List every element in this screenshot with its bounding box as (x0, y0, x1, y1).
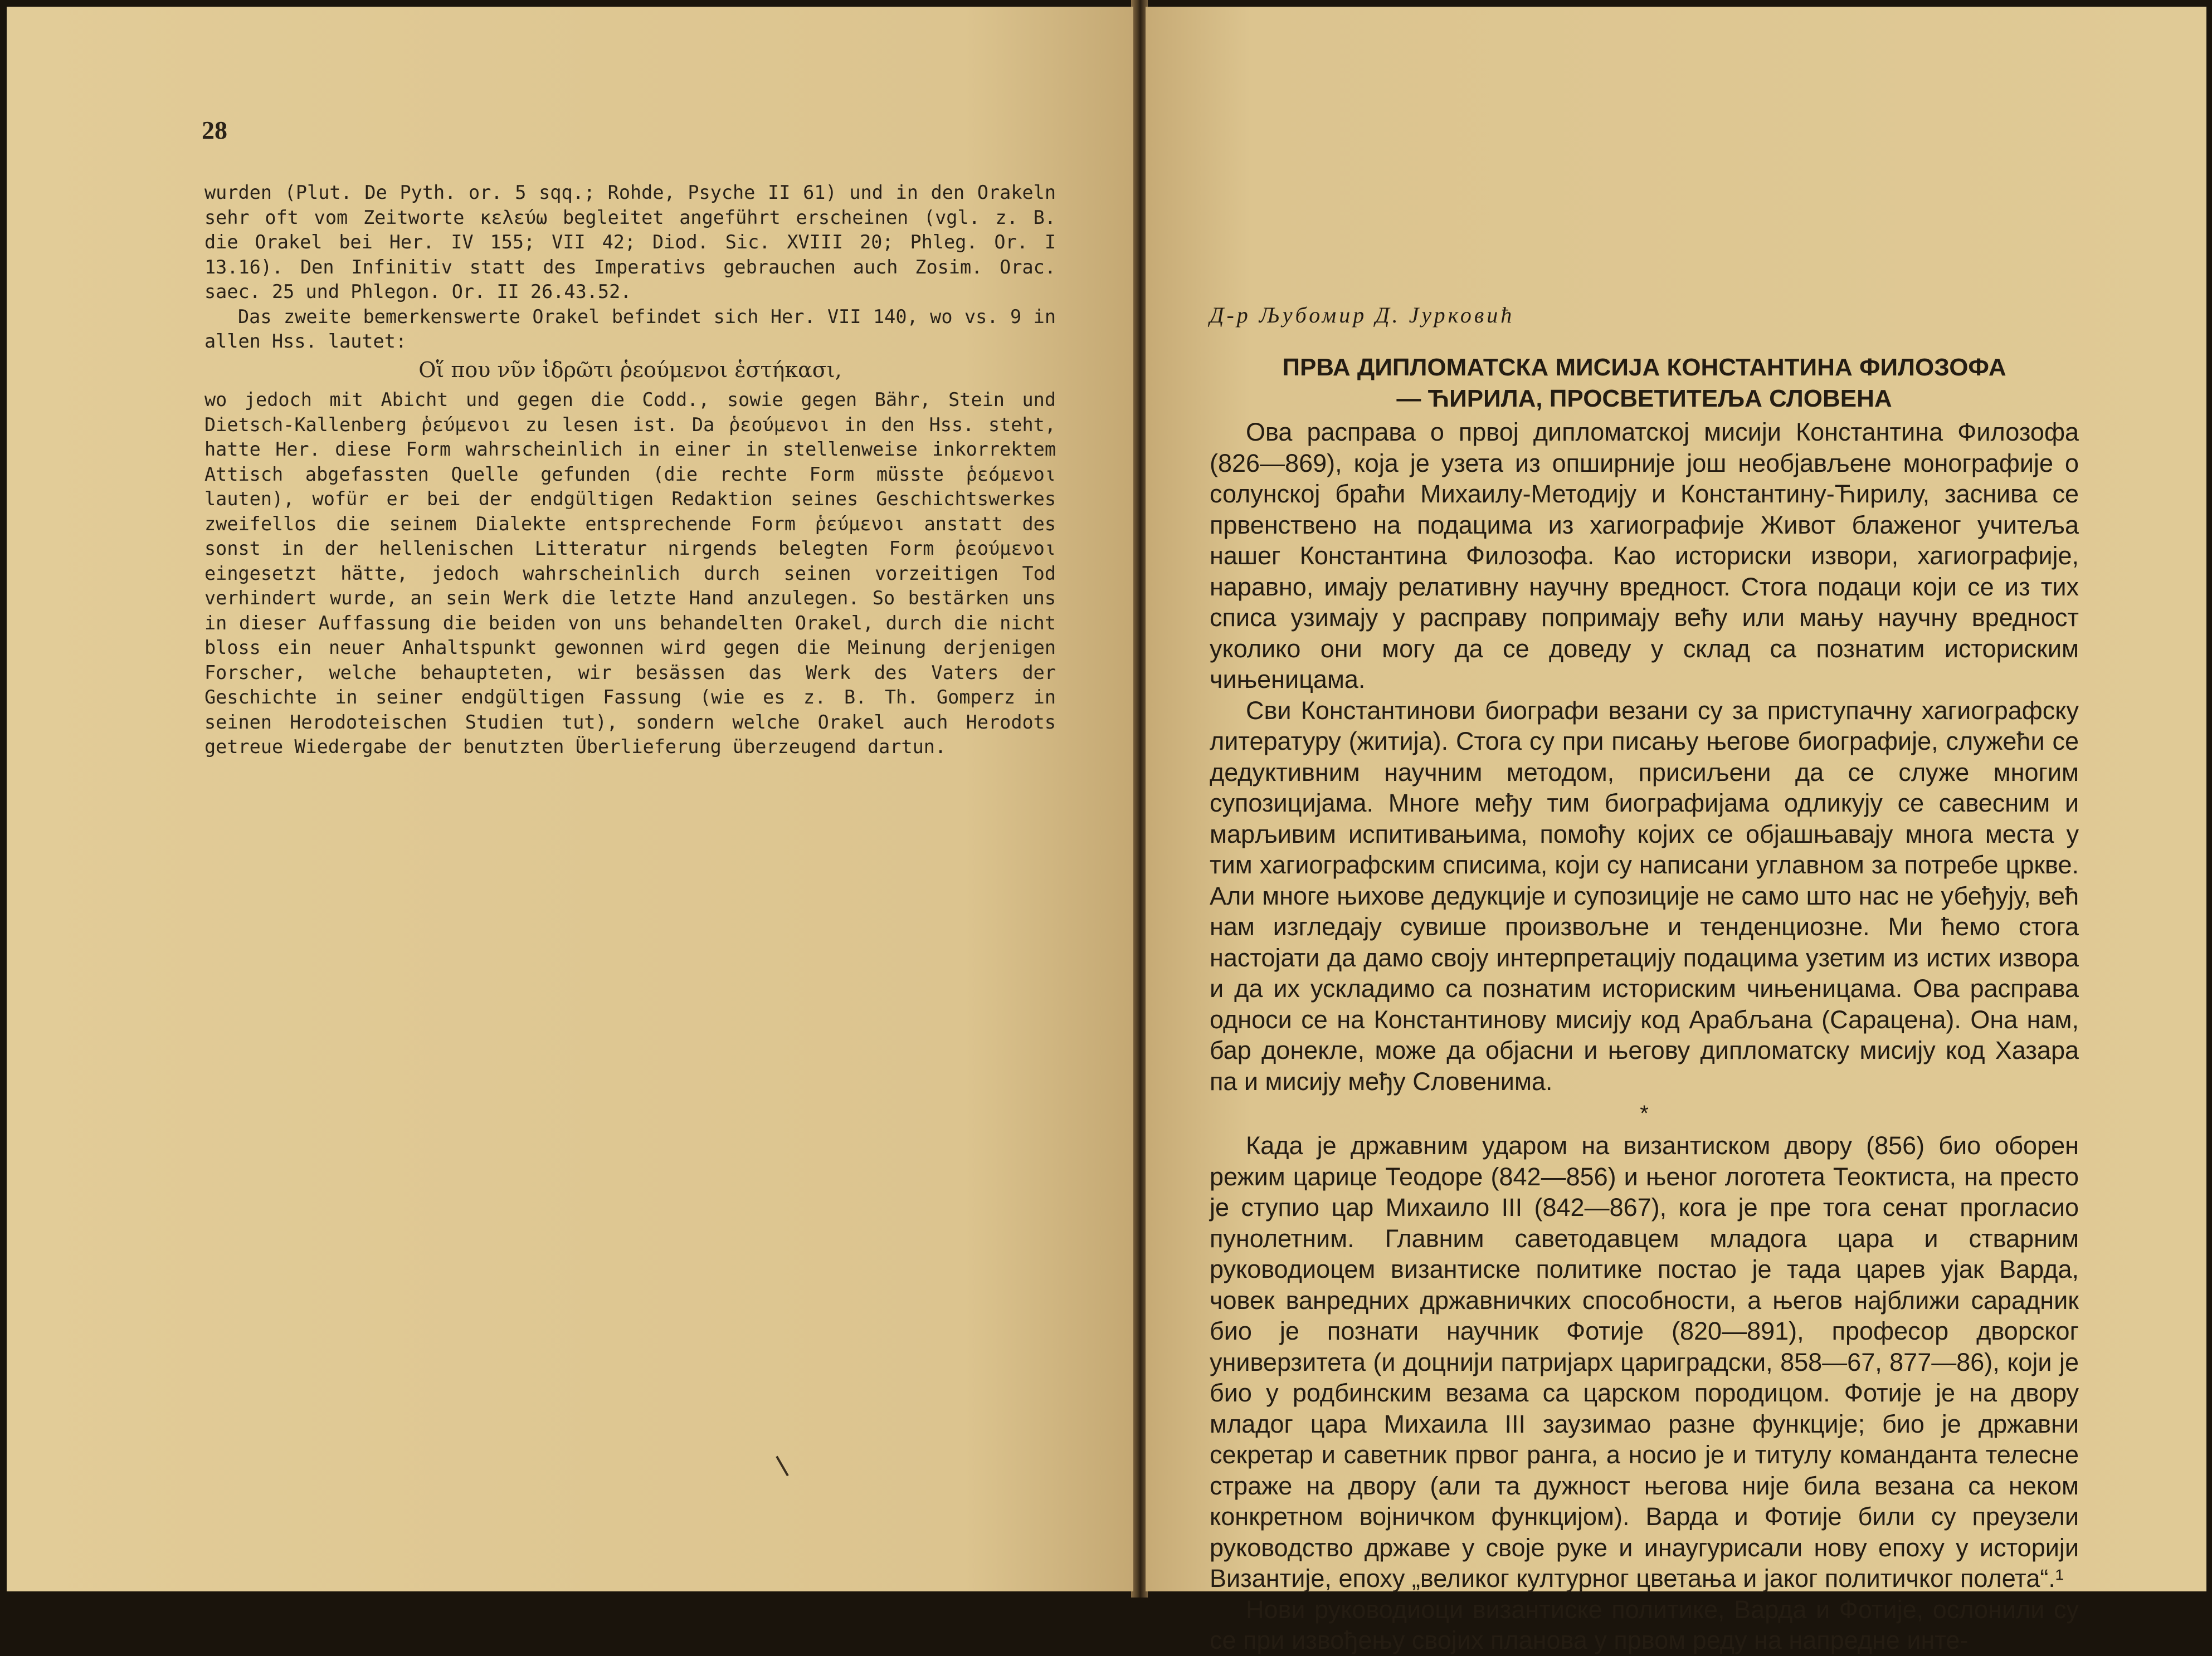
page-number: 28 (202, 116, 227, 144)
title-line-2: — ЋИРИЛА, ПРОСВЕТИТЕЉА СЛОВЕНА (1396, 385, 1892, 412)
greek-quote: Οἵ που νῦν ἱδρῶτι ῥεούμενοι ἑστήκασι, (418, 357, 842, 382)
right-page (1146, 7, 2206, 1654)
left-page-text (204, 180, 1056, 760)
paragraph-1: Ова расправа о првој дипломатској мисији Константина Филозофа (826—869), која је узета из опширније још необјављене монографије о солунској браћи Михаилу-Методију и Константину-Ћирилу, заснива се првенствено на подацима из хагиографије Живот блаженог учитеља нашег Константина Филозофа. Као историски извори, хагиографије, наравно, имају релативну научну вредност. Стога подаци који се из тих списа узимају у расправу попримају већу или мању научну вредност уколико они могу да се доведу у склад са познатим историским чињеницама. (1210, 418, 2079, 693)
section-separator: * (1640, 1101, 1649, 1126)
paragraph-2: Das zweite bemerkenswerte Orakel befindet sich Her. VII 140, wo vs. 9 in allen Hss. lautet: (204, 305, 1056, 352)
paragraph-4: Нови руководиоци византиске политике, Варда и Фотије, ослонили су се при извођењу својих планова у првом реду на напредне инте- (1210, 1595, 2079, 1654)
paragraph-3: wo jedoch mit Abicht und gegen die Codd., sowie gegen Bähr, Stein und Dietsch-Kallenberg ῥεύμενοι zu lesen ist. Da ῥεούμενοι in den Hss. steht, hatte Her. diese Form wahrscheinlich in einer in stellenweise inkorrektem Attisch abgefassten Quelle gefunden (die rechte Form müsste ῥεόμενοι lauten), wofür er bei der endgültigen Redaktion seines Geschichtswerkes zweifellos die seinem Dialekte entsprechende Form ῥεύμενοι anstatt des sonst in der hellenischen Litteratur nirgends belegten Form ῥεούμενοι eingesetzt hätte, jedoch wahrscheinlich durch seinen vorzeitigen Tod verhindert wurde, an sein Werk die letzte Hand anzulegen. So bestärken uns in dieser Auffassung die beiden von uns behandelten Orakel, durch die nicht bloss ein neuer Anhaltspunkt gewonnen wird gegen die Meinung derjenigen Forscher, welche behaupteten, wir besässen das Werk des Vaters der Geschichte in seiner endgültigen Fassung (wie es z. B. Th. Gomperz in seinen Herodoteischen Studien tut), sondern welche Orakel auch Herodots getreue Wiedergabe der benutzten Überlieferung überzeugend dartun. (204, 389, 1056, 758)
left-page (7, 7, 1133, 1591)
pencil-mark (776, 1456, 788, 1477)
title-line-1: ПРВА ДИПЛОМАТСКА МИСИЈА КОНСТАНТИНА ФИЛОЗОФА (1282, 354, 2006, 381)
author-name: Д-р Љубомир Д. Јурковић (1210, 302, 1515, 328)
article-title (1210, 352, 2079, 414)
paragraph-3: Када је државним ударом на византиском двору (856) био оборен режим царице Теодоре (842—856) и њеног логотета Теоктиста, на престо је ступио цар Михаило III (842—867), кога је пре тога сенат прогласио пунолетним. Главним саветодавцем младога цара и стварним руководиоцем византиске политике постао је тада царев ујак Варда, човек ванредних државничких способности, а његов најближи сарадник био је познати научник Фотије (820—891), професор дворског универзитета (и доцнији патријарх цариградски, 858—67, 877—86), који је био у родбинским везама са царском породицом. Фотије је на двору младог цара Михаила III заузимао разне функције; био је државни секретар и саветник првог ранга, а носио је и титулу команданта телесне страже на двору (али та дужност његова није била везана са неком конкретном војничком функцијом). Варда и Фотије били су преузели руководство државе у своје руке и инаугурисали нову епоху у историји Византије, епоху „великог културног цветања и јаког политичког полета“.¹ (1210, 1131, 2079, 1593)
paragraph-1: wurden (Plut. De Pyth. or. 5 sqq.; Rohde, Psyche II 61) und in den Orakeln sehr oft vom Zeitworte κελεύω begleitet angeführt erscheinen (vgl. z. B. die Orakel bei Her. IV 155; VII 42; Diod. Sic. XVIII 20; Phleg. Or. I 13.16). Den Infinitiv statt des Imperativs gebrauchen auch Zosim. Orac. saec. 25 und Phlegon. Or. II 26.43.52. (204, 182, 1056, 302)
right-page-text (1210, 417, 2079, 1656)
paragraph-2: Сви Константинови биографи везани су за приступачну хагиографску литературу (житија). Стога су при писању његове биографије, служећи се дедуктивним научним методом, присиљени да се служе многим супозицијама. Многе међу тим биографијама одликују се савесним и марљивим испитивањима, помоћу којих се објашњавају многа места у тим хагиографским списима, који су написани углавном за потребе цркве. Али многе њихове дедукције и супозиције не само што нас не убеђују, већ нам изгледају сувише произвољне и тенденциозне. Ми ћемо стога настојати да дамо своју интерпретацију подацима узетим из истих извора и да их ускладимо са познатим историским чињеницама. Ова расправа односи се на Константинову мисију код Арабљана (Сарацена). Она нам, бар донекле, може да објасни и његову дипломатску мисију код Хазара па и мисију међу Словенима. (1210, 696, 2079, 1096)
